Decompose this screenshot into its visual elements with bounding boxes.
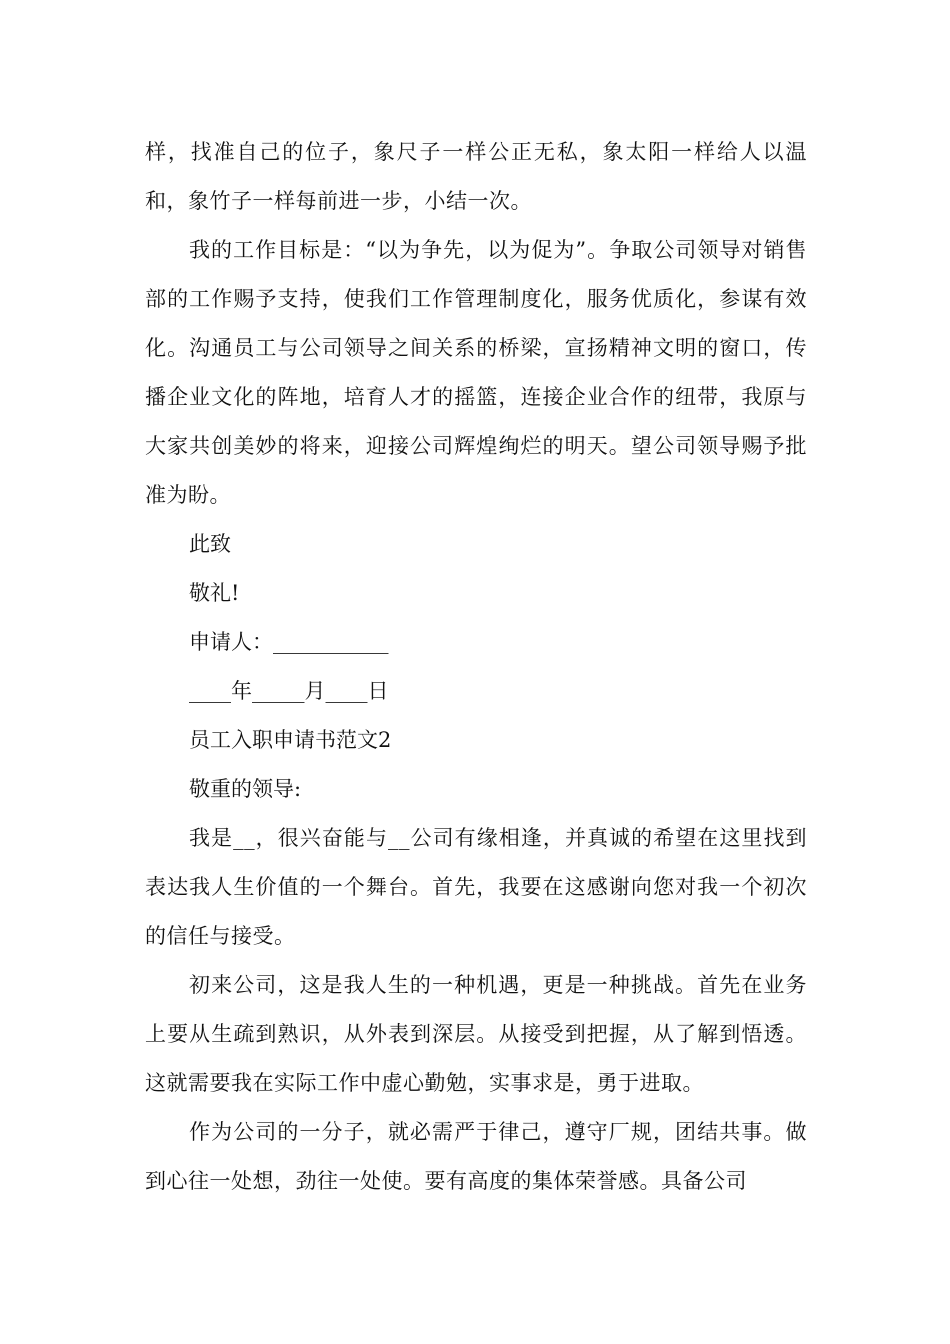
section-title: 员工入职申请书范文2 bbox=[189, 728, 392, 752]
paragraph-continued: 样，找准自己的位子，象尺子一样公正无私，象太阳一样给人以温和，象竹子一样每前进一步，小结一次。 bbox=[145, 140, 807, 213]
salutation: 敬重的领导: bbox=[189, 777, 302, 801]
paragraph-work-goal: 我的工作目标是：“以为争先，以为促为”。争取公司领导对销售部的工作赐予支持，使我们工作管理制度化，服务优质化，参谋有效化。沟通员工与公司领导之间关系的桥梁，宣扬精神文明的窗口，传播企业文化的阵地，培育人才的摇篮，连接企业合作的纽带，我原与大家共创美妙的将来，迎接公司辉煌绚烂的明天。望公司领导赐予批准为盼。 bbox=[145, 238, 807, 507]
document-page bbox=[145, 128, 807, 1206]
paragraph-team-member: 作为公司的一分子，就必需严于律己，遵守厂规，团结共事。做到心往一处想，劲往一处使。要有高度的集体荣誉感。具备公司 bbox=[145, 1120, 807, 1193]
date-line: ____年_____月____日 bbox=[189, 679, 389, 703]
closing-salutation: 此致 bbox=[189, 532, 231, 556]
applicant-line: 申请人：___________ bbox=[189, 630, 389, 654]
closing-respect: 敬礼! bbox=[189, 581, 240, 605]
paragraph-intro: 我是__，很兴奋能与__公司有缘相逢，并真诚的希望在这里找到表达我人生价值的一个舞台。首先，我要在这感谢向您对我一个初次的信任与接受。 bbox=[145, 826, 807, 948]
paragraph-opportunity: 初来公司，这是我人生的一种机遇，更是一种挑战。首先在业务上要从生疏到熟识，从外表到深层。从接受到把握，从了解到悟透。这就需要我在实际工作中虚心勤勉，实事求是，勇于进取。 bbox=[145, 973, 807, 1095]
